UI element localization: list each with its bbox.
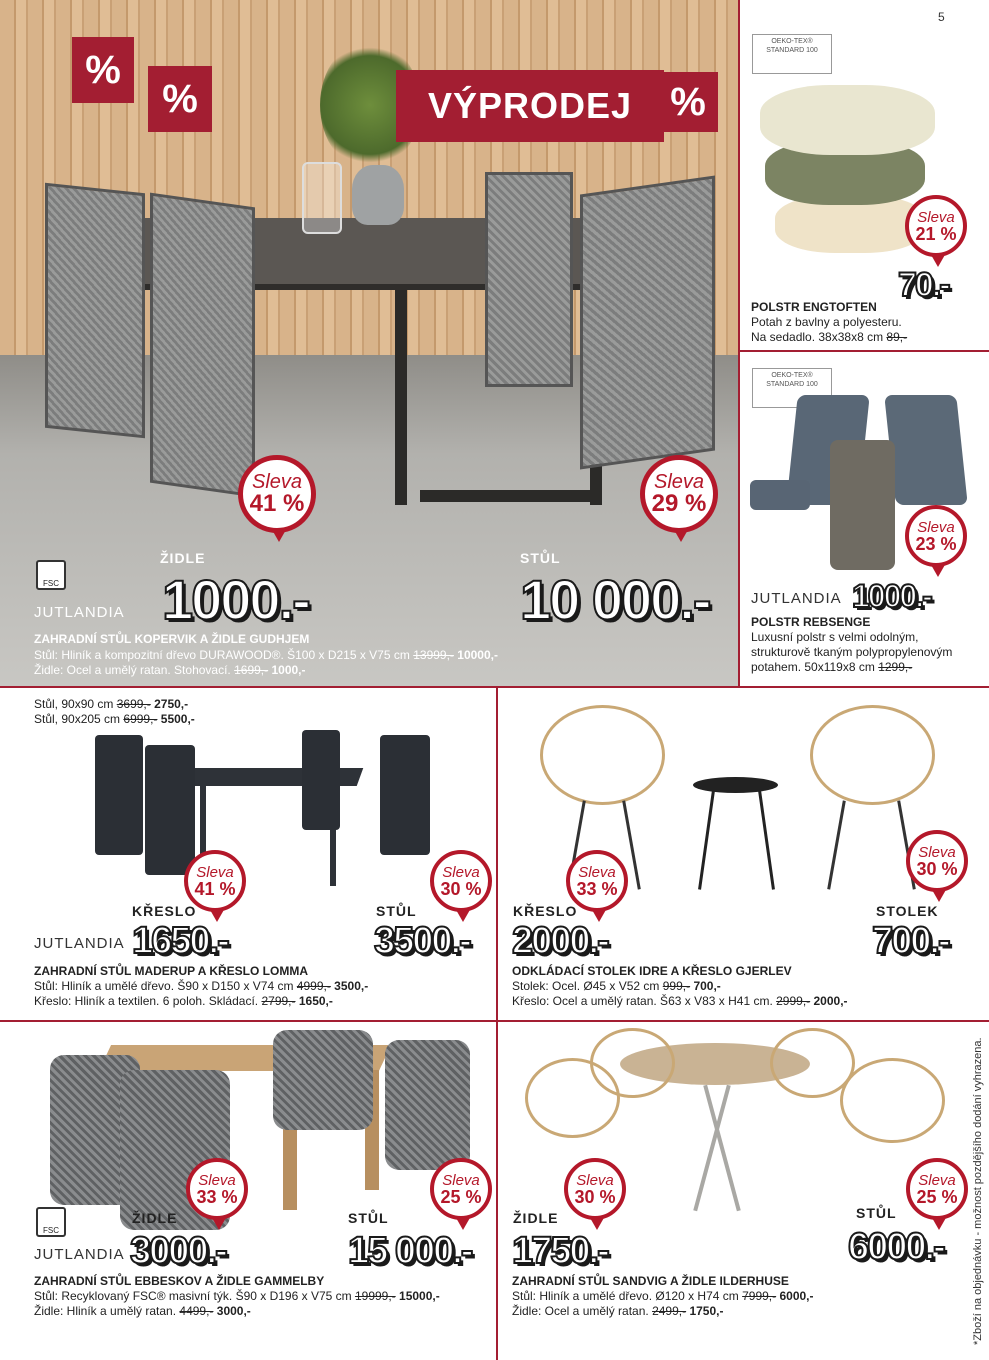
table-price: 3500.- [374, 920, 470, 962]
cushion-price: 70.- [898, 266, 949, 304]
table-price: 10 000.- [520, 568, 710, 631]
product-desc: Židle: Ocel a umělý ratan. 2499,- 1750,- [512, 1304, 724, 1318]
product-desc: Stůl: Recyklovaný FSC® masivní týk. Š90 x D196 x V75 cm 19999,- 15000,- [34, 1289, 440, 1303]
table-label: STŮL [520, 550, 561, 566]
divider [496, 688, 498, 1360]
rattan-chair [580, 176, 715, 470]
fsc-logo: FSC [36, 1207, 66, 1237]
chair-label: KŘESLO [132, 903, 197, 919]
lantern [302, 162, 342, 234]
chair-price: 1650.- [132, 920, 228, 962]
percent-tag: % [72, 37, 134, 103]
brand-logo: JUTLANDIA [751, 590, 842, 607]
brand-logo: JUTLANDIA [34, 604, 125, 621]
divider [738, 0, 740, 686]
product-desc: Křeslo: Hliník a textilen. 6 poloh. Skládací. 2799,- 1650,- [34, 994, 333, 1008]
variant-price: Stůl, 90x90 cm 3699,- 2750,- [34, 697, 189, 711]
rattan-chair [150, 193, 255, 498]
chair-price: 3000.- [130, 1230, 226, 1272]
product-desc: Potah z bavlny a polyesteru. [751, 315, 902, 329]
product-title: ZAHRADNÍ STŮL MADERUP A KŘESLO LOMMA [34, 964, 308, 978]
product-title: ODKLÁDACÍ STOLEK IDRE A KŘESLO GJERLEV [512, 964, 792, 978]
side-note: *Zboží na objednávku - možnost pozdějšího dodání vyhrazena. [972, 1037, 984, 1345]
product-desc: Židle: Ocel a umělý ratan. Stohovací. 1699,- 1000,- [34, 663, 306, 677]
divider [0, 686, 989, 688]
rattan-chair [45, 183, 145, 439]
discount-badge: Sleva 41 % [238, 455, 316, 533]
product-desc: Židle: Hliník a umělý ratan. 4499,- 3000,- [34, 1304, 251, 1318]
table-label: STOLEK [876, 903, 939, 919]
discount-badge: Sleva 23 % [905, 505, 967, 567]
discount-badge: Sleva 33 % [566, 850, 628, 912]
product-desc: Stolek: Ocel. Ø45 x V52 cm 999,- 700,- [512, 979, 721, 993]
product-desc: Na sedadlo. 38x38x8 cm 89,- [751, 330, 908, 344]
product-title: ZAHRADNÍ STŮL SANDVIG A ŽIDLE ILDERHUSE [512, 1274, 789, 1288]
table-label: STŮL [856, 1205, 897, 1221]
percent-tag: % [148, 66, 212, 132]
chair-label: ŽIDLE [513, 1210, 559, 1226]
percent-tag: % [658, 72, 718, 132]
chair-label: ŽIDLE [160, 550, 206, 566]
discount-badge: Sleva 25 % [430, 1158, 492, 1220]
product-desc: strukturově tkaným polypropylenovým [751, 645, 953, 659]
product-image [90, 730, 450, 910]
discount-badge: Sleva 41 % [184, 850, 246, 912]
divider [740, 350, 989, 352]
divider [0, 1020, 989, 1022]
product-desc: Stůl: Hliník a umělé dřevo. Š90 x D150 x V74 cm 4999,- 3500,- [34, 979, 369, 993]
product-desc: potahem. 50x119x8 cm 1299,- [751, 660, 913, 674]
chair-label: KŘESLO [513, 903, 578, 919]
product-title: ZAHRADNÍ STŮL KOPERVIK A ŽIDLE GUDHJEM [34, 632, 310, 646]
table-label: STŮL [376, 903, 417, 919]
discount-badge: Sleva 30 % [906, 830, 968, 892]
discount-badge: Sleva 30 % [430, 850, 492, 912]
table-label: STŮL [348, 1210, 389, 1226]
chair-label: ŽIDLE [132, 1210, 178, 1226]
product-desc: Křeslo: Ocel a umělý ratan. Š63 x V83 x H41 cm. 2999,- 2000,- [512, 994, 848, 1008]
product-title: ZAHRADNÍ STŮL EBBESKOV A ŽIDLE GAMMELBY [34, 1274, 325, 1288]
rattan-chair [485, 172, 573, 387]
sale-banner: VÝPRODEJ [396, 70, 664, 142]
table-price: 6000.- [848, 1226, 944, 1268]
product-title: POLSTR REBSENGE [751, 615, 871, 629]
oeko-tex-label: OEKO-TEX® STANDARD 100 [752, 34, 832, 74]
brand-logo: JUTLANDIA [34, 935, 125, 952]
discount-badge: Sleva 30 % [564, 1158, 626, 1220]
page-number: 5 [938, 10, 945, 24]
cushion-price: 1000.- [852, 578, 931, 614]
chair-price: 2000.- [512, 920, 608, 962]
product-desc: Luxusní polstr s velmi odolným, [751, 630, 919, 644]
chair-price: 1750.- [512, 1230, 608, 1272]
product-image [45, 1030, 475, 1230]
table-price: 15 000.- [348, 1230, 472, 1272]
brand-logo: JUTLANDIA [34, 1246, 125, 1263]
product-desc: Stůl: Hliník a kompozitní dřevo DURAWOOD®. Š100 x D215 x V75 cm 13999,- 10000,- [34, 648, 498, 662]
discount-badge: Sleva 21 % [905, 195, 967, 257]
table-leg [420, 490, 600, 502]
oeko-tex-label: OEKO-TEX® STANDARD 100 [752, 368, 832, 408]
chair-price: 1000.- [162, 568, 309, 631]
vase [352, 165, 404, 225]
product-desc: Stůl: Hliník a umělé dřevo. Ø120 x H74 cm 7999,- 6000,- [512, 1289, 814, 1303]
fsc-logo: FSC [36, 560, 66, 590]
product-title: POLSTR ENGTOFTEN [751, 300, 877, 314]
table-price: 700.- [872, 920, 949, 962]
discount-badge: Sleva 25 % [906, 1158, 968, 1220]
discount-badge: Sleva 33 % [186, 1158, 248, 1220]
variant-price: Stůl, 90x205 cm 6999,- 5500,- [34, 712, 195, 726]
table-leg [395, 290, 407, 505]
discount-badge: Sleva 29 % [640, 455, 718, 533]
